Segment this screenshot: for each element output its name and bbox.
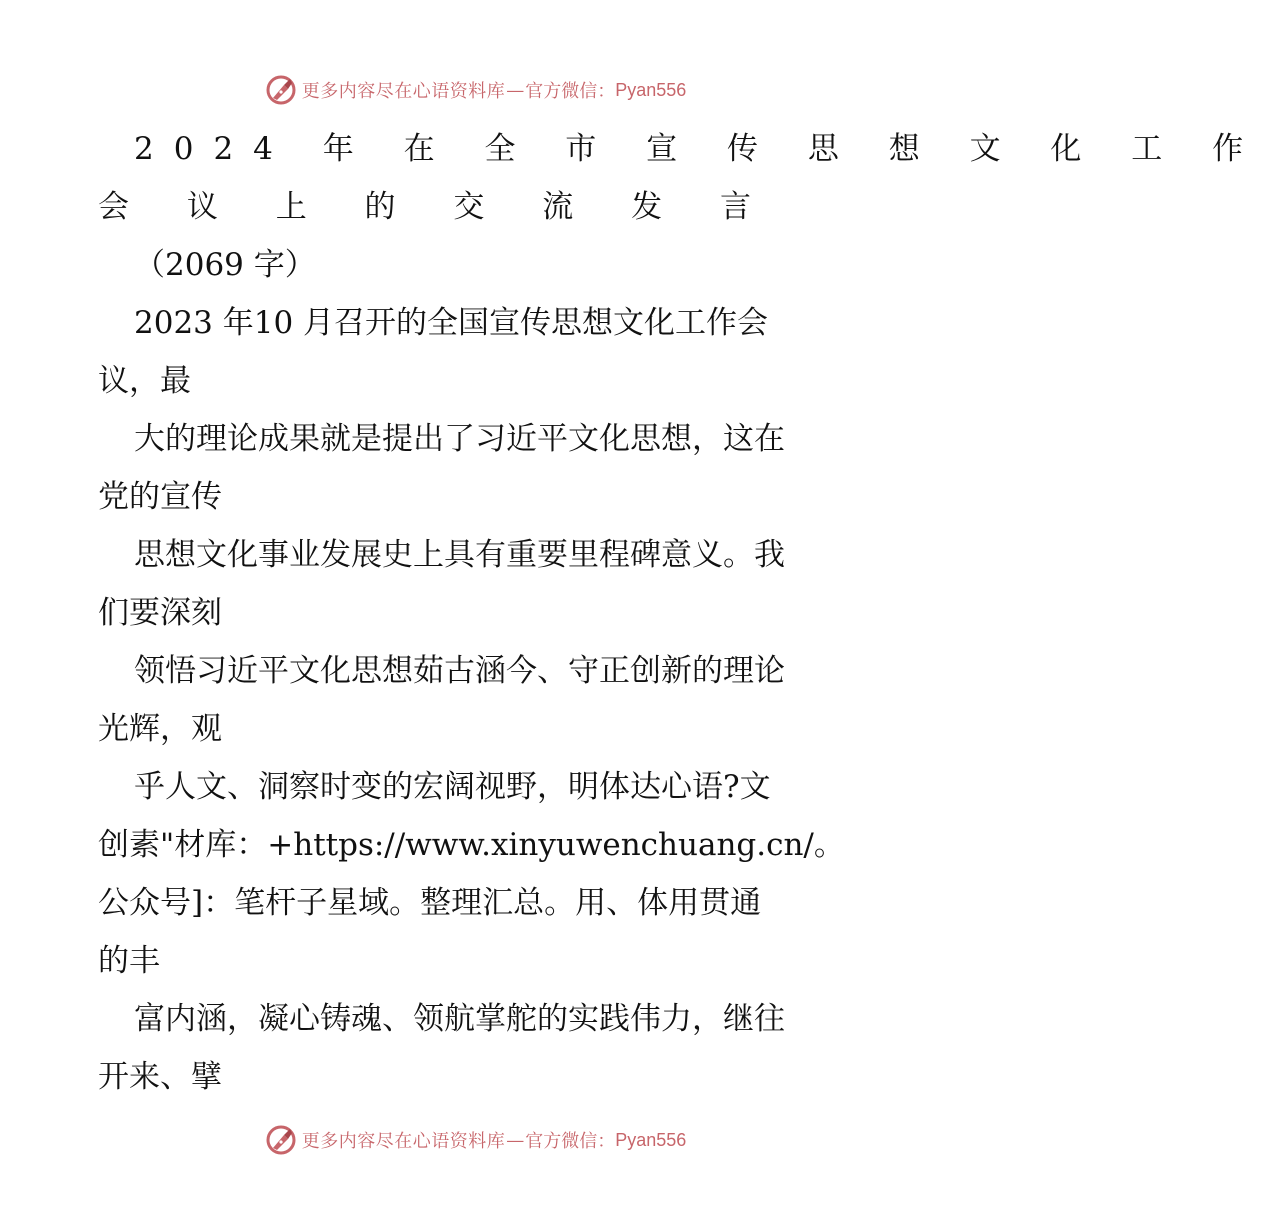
banner-wechat-id: Pyan556 bbox=[615, 79, 687, 100]
body-line: 公众号]：笔杆子星域。整理汇总。用、体用贯通 bbox=[98, 885, 762, 921]
word-count: （2069 字） bbox=[134, 247, 316, 283]
body-line: 2023 年10 月召开的全国宣传思想文化工作会 bbox=[134, 305, 769, 341]
banner-wechat-label: 官方微信： bbox=[525, 81, 616, 102]
footer-banner bbox=[0, 1120, 950, 1160]
banner-wechat-label: 官方微信： bbox=[525, 1131, 616, 1152]
banner-dash: — bbox=[506, 1129, 525, 1151]
document-body bbox=[98, 120, 1263, 1106]
body-line: 开来、擘 bbox=[98, 1059, 222, 1095]
body-line: 光辉，观 bbox=[98, 711, 222, 747]
header-banner bbox=[0, 70, 950, 110]
banner-text: 更多内容尽在心语资料库 bbox=[301, 81, 506, 102]
banner-wechat-id: Pyan556 bbox=[615, 1129, 687, 1150]
body-line: 富内涵，凝心铸魂、领航掌舵的实践伟力，继往 bbox=[134, 1001, 785, 1037]
body-line: 乎人文、洞察时变的宏阔视野，明体达心语?文 bbox=[134, 769, 771, 805]
body-line: 大的理论成果就是提出了习近平文化思想，这在 bbox=[134, 421, 785, 457]
document-title-line-2: 会 议 上 的 交 流 发 言 bbox=[98, 189, 775, 225]
body-line: 领悟习近平文化思想茹古涵今、守正创新的理论 bbox=[134, 653, 785, 689]
banner-dash: — bbox=[506, 79, 525, 101]
body-line: 创素"材库：+https://www.xinyuwenchuang.cn/。 bbox=[98, 827, 845, 863]
pen-nib-logo-icon bbox=[264, 1123, 298, 1157]
pen-nib-logo-icon bbox=[264, 73, 298, 107]
body-line: 思想文化事业发展史上具有重要里程碑意义。我 bbox=[134, 537, 785, 573]
body-line: 的丰 bbox=[98, 943, 160, 979]
body-line: 党的宣传 bbox=[98, 479, 222, 515]
body-line: 们要深刻 bbox=[98, 595, 222, 631]
document-title-line-1: 2024 年 在 全 市 宣 传 思 想 文 化 工 作 bbox=[134, 131, 1263, 167]
body-line: 议，最 bbox=[98, 363, 191, 399]
banner-text: 更多内容尽在心语资料库 bbox=[301, 1131, 506, 1152]
